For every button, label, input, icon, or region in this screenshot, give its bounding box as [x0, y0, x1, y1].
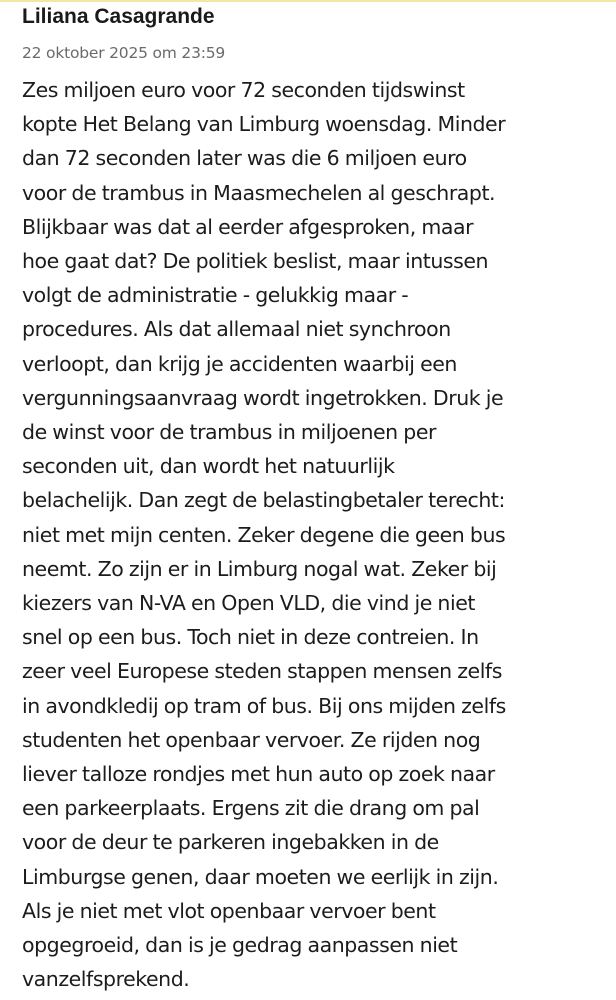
- comment-body-line: zeer veel Europese steden stappen mensen zelfs: [22, 659, 502, 684]
- comment-body-line: kiezers van N-VA en Open VLD, die vind je niet: [22, 591, 475, 616]
- comment-body: [22, 73, 602, 996]
- comment-body-line: verloopt, dan krijg je accidenten waarbij een: [22, 351, 457, 376]
- comment-body-line: Als je niet met vlot openbaar vervoer bent: [22, 898, 436, 923]
- comment-body-line: liever talloze rondjes met hun auto op zoek naar: [22, 762, 495, 787]
- comment-body-line: opgegroeid, dan is je gedrag aanpassen niet: [22, 933, 458, 958]
- comment-body-line: snel op een bus. Toch niet in deze contreien. In: [22, 625, 479, 650]
- comment-author-name: Liliana Casagrande: [22, 5, 215, 28]
- comment-body-line: in avondkledij op tram of bus. Bij ons mijden zelfs: [22, 693, 506, 718]
- comment-body-line: Limburgse genen, daar moeten we eerlijk in zijn.: [22, 864, 499, 889]
- comment-body-line: Blijkbaar was dat al eerder afgesproken, maar: [22, 214, 474, 239]
- comment-body-line: niet met mijn centen. Zeker degene die geen bus: [22, 522, 506, 547]
- comment-body-line: voor de trambus in Maasmechelen al geschrapt.: [22, 180, 496, 205]
- comment-body-line: Zes miljoen euro voor 72 seconden tijdswinst: [22, 78, 465, 102]
- comment-body-line: vergunningsaanvraag wordt ingetrokken. Druk je: [22, 385, 504, 410]
- comment-body-line: procedures. Als dat allemaal niet synchroon: [22, 317, 451, 342]
- comment-body-line: dan 72 seconden later was die 6 miljoen euro: [22, 146, 467, 171]
- comment-body-line: volgt de administratie - gelukkig maar -: [22, 283, 409, 308]
- reader-comment: [22, 0, 612, 996]
- comment-body-line: studenten het openbaar vervoer. Ze rijden nog: [22, 727, 481, 752]
- comment-body-line: neemt. Zo zijn er in Limburg nogal wat. Zeker bij: [22, 556, 497, 581]
- comment-body-line: kopte Het Belang van Limburg woensdag. Minder: [22, 112, 506, 137]
- comment-body-line: seconden uit, dan wordt het natuurlijk: [22, 454, 395, 479]
- comment-timestamp: 22 oktober 2025 om 23:59: [22, 44, 226, 62]
- comment-body-line: voor de deur te parkeren ingebakken in de: [22, 830, 439, 855]
- comment-body-line: vanzelfsprekend.: [22, 967, 190, 992]
- comment-body-line: de winst voor de trambus in miljoenen per: [22, 420, 436, 445]
- comment-body-line: een parkeerplaats. Ergens zit die drang om pal: [22, 796, 480, 821]
- comment-body-line: hoe gaat dat? De politiek beslist, maar intussen: [22, 249, 489, 274]
- comment-body-line: belachelijk. Dan zegt de belastingbetaler terecht:: [22, 488, 505, 513]
